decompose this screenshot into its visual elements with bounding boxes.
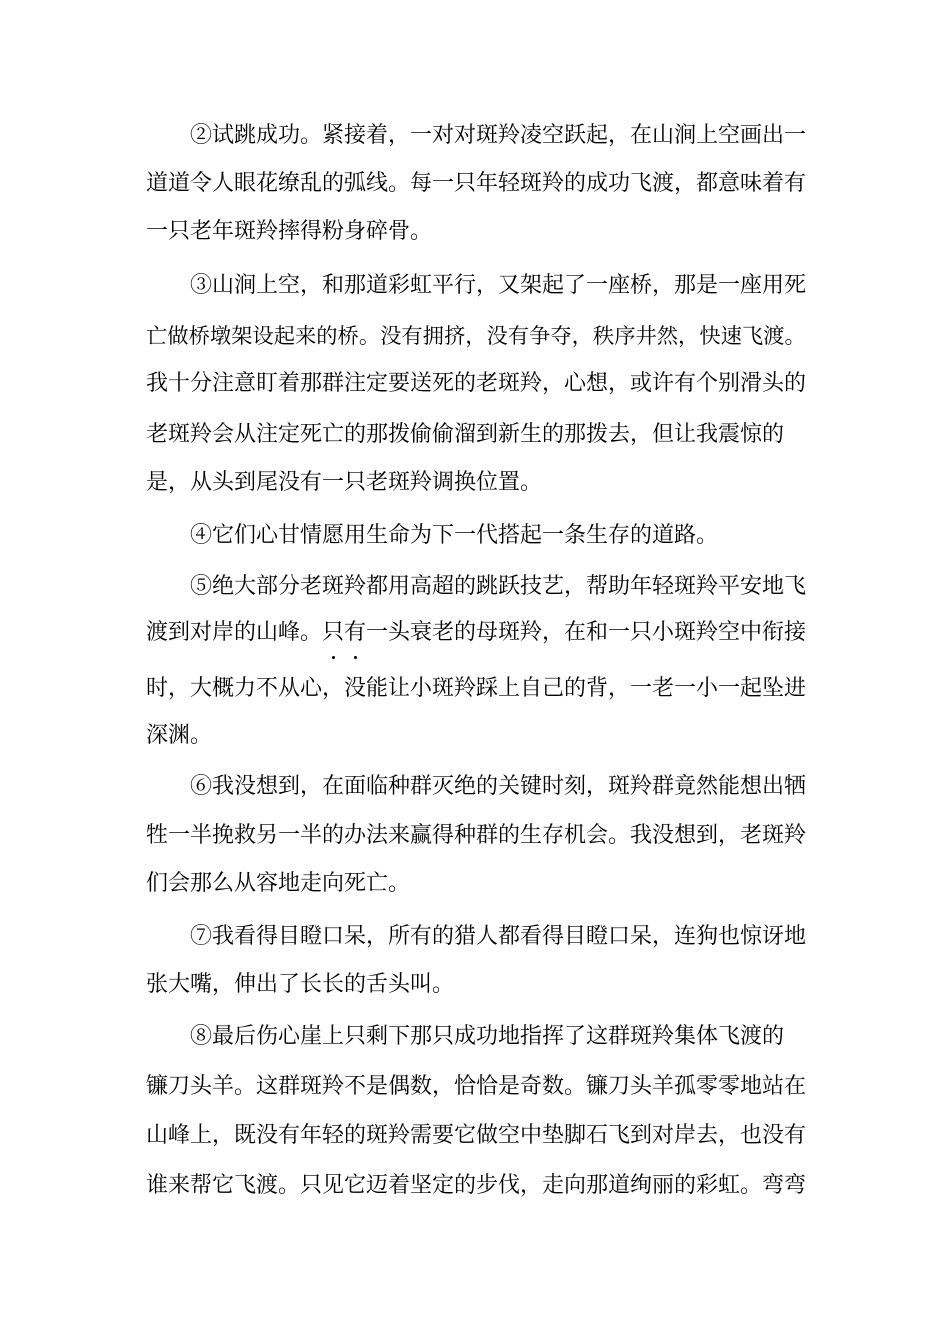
paragraph-3-line-3: 我十分注意盯着那群注定要送死的老斑羚，心想，或许有个别滑头的 <box>146 371 807 396</box>
paragraph-6-line-2: 牲一半挽救另一半的办法来赢得种群的生存机会。我没想到，老斑羚 <box>146 823 807 848</box>
paragraph-2-line-3: 一只老年斑羚摔得粉身碎骨。 <box>146 219 433 244</box>
paragraph-3-line-4: 老斑羚会从注定死亡的那拨偷偷溜到新生的那拨去，但让我震惊的 <box>146 422 785 447</box>
paragraph-3-line-5: 是，从头到尾没有一只老斑羚调换位置。 <box>146 470 543 495</box>
paragraph-8-line-4: 谁来帮它飞渡。只见它迈着坚定的步伐，走向那道绚丽的彩虹。弯弯 <box>146 1173 807 1198</box>
paragraph-5-line-3: 时，大概力不从心，没能让小斑羚踩上自己的背，一老一小一起坠进 <box>146 676 807 701</box>
paragraph-5-line-4: 深渊。 <box>146 723 213 748</box>
paragraph-3-line-1: ③山涧上空，和那道彩虹平行，又架起了一座桥，那是一座用死 <box>190 273 807 298</box>
paragraph-2-line-2: 道道令人眼花缭乱的弧线。每一只年轻斑羚的成功飞渡，都意味着有 <box>146 171 807 196</box>
paragraph-5-line-2 <box>146 618 806 648</box>
paragraph-6-line-1: ⑥我没想到，在面临种群灭绝的关键时刻，斑羚群竟然能想出牺 <box>190 774 807 799</box>
paragraph-3-line-2: 亡做桥墩架设起来的桥。没有拥挤，没有争夺，秩序井然，快速飞渡。 <box>146 324 806 349</box>
paragraph-5-line-1: ⑤绝大部分老斑羚都用高超的跳跃技艺，帮助年轻斑羚平安地飞 <box>190 574 807 599</box>
paragraph-4-line-1: ④它们心甘情愿用生命为下一代搭起一条生存的道路。 <box>190 523 719 548</box>
paragraph-5-line-2-end: 一头衰老的母斑羚，在和一只小斑羚空中衔接 <box>366 620 807 645</box>
paragraph-8-line-2: 镰刀头羊。这群斑羚不是偶数，恰恰是奇数。镰刀头羊孤零零地站在 <box>146 1074 807 1099</box>
emphasized-char-1: 只 <box>322 620 345 645</box>
paragraph-7-line-1: ⑦我看得目瞪口呆，所有的猎人都看得目瞪口呆，连狗也惊讶地 <box>190 924 807 949</box>
paragraph-5-line-2-start: 渡到对岸的山峰。 <box>146 620 323 645</box>
paragraph-7-line-2: 张大嘴，伸出了长长的舌头叫。 <box>146 972 455 997</box>
emphasized-char-2: 有 <box>344 620 367 645</box>
paragraph-2-line-1: ②试跳成功。紧接着，一对对斑羚凌空跃起，在山涧上空画出一 <box>190 123 807 148</box>
paragraph-8-line-1: ⑧最后伤心崖上只剩下那只成功地指挥了这群斑羚集体飞渡的 <box>190 1024 785 1049</box>
paragraph-8-line-3: 山峰上，既没有年轻的斑羚需要它做空中垫脚石飞到对岸去，也没有 <box>146 1123 807 1148</box>
paragraph-6-line-3: 们会那么从容地走向死亡。 <box>146 871 411 896</box>
